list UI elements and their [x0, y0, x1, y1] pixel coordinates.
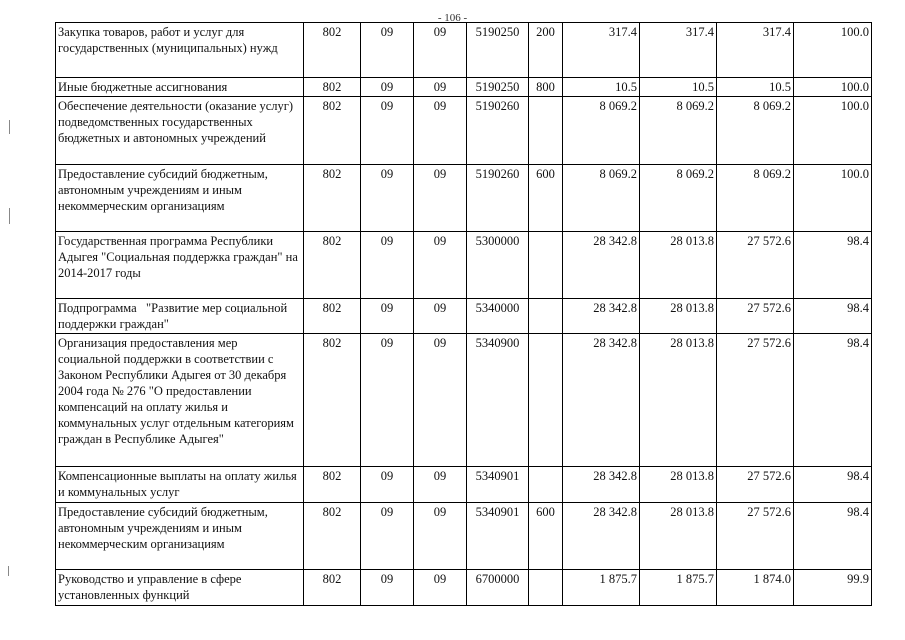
target-code: 5340900: [467, 334, 529, 467]
scan-mark: [9, 120, 10, 134]
ministry-code: 802: [304, 570, 361, 606]
target-code: 5190260: [467, 97, 529, 165]
refined-amount: 28 013.8: [640, 467, 717, 503]
plan-amount: 10.5: [563, 78, 640, 97]
subsection-code: 09: [414, 334, 467, 467]
row-name: Предоставление субсидий бюджетным, автономным учреждениям и иным некоммерческим организациям: [56, 503, 304, 570]
ministry-code: 802: [304, 165, 361, 232]
table-row: [56, 97, 872, 165]
table-row: [56, 467, 872, 503]
executed-amount: 10.5: [717, 78, 794, 97]
plan-amount: 28 342.8: [563, 232, 640, 299]
refined-amount: 10.5: [640, 78, 717, 97]
refined-amount: 1 875.7: [640, 570, 717, 606]
expense-type-code: 600: [529, 503, 563, 570]
executed-amount: 8 069.2: [717, 97, 794, 165]
expense-type-code: [529, 570, 563, 606]
refined-amount: 8 069.2: [640, 97, 717, 165]
target-code: 5340901: [467, 467, 529, 503]
expense-type-code: [529, 97, 563, 165]
executed-amount: 27 572.6: [717, 299, 794, 334]
table-row: [56, 78, 872, 97]
target-code: 5300000: [467, 232, 529, 299]
ministry-code: 802: [304, 23, 361, 78]
row-name: Компенсационные выплаты на оплату жилья и коммунальных услуг: [56, 467, 304, 503]
refined-amount: 28 013.8: [640, 503, 717, 570]
budget-table: [55, 22, 872, 606]
plan-amount: 317.4: [563, 23, 640, 78]
target-code: 5190250: [467, 23, 529, 78]
ministry-code: 802: [304, 232, 361, 299]
ministry-code: 802: [304, 78, 361, 97]
section-code: 09: [361, 97, 414, 165]
percent-executed: 98.4: [794, 503, 872, 570]
expense-type-code: [529, 299, 563, 334]
percent-executed: 100.0: [794, 165, 872, 232]
ministry-code: 802: [304, 97, 361, 165]
ministry-code: 802: [304, 299, 361, 334]
expense-type-code: [529, 467, 563, 503]
budget-table-body: [56, 23, 872, 606]
row-name: Руководство и управление в сфере установленных функций: [56, 570, 304, 606]
section-code: 09: [361, 334, 414, 467]
scan-mark: [8, 566, 9, 576]
plan-amount: 28 342.8: [563, 334, 640, 467]
plan-amount: 28 342.8: [563, 467, 640, 503]
table-row: [56, 334, 872, 467]
subsection-code: 09: [414, 299, 467, 334]
plan-amount: 1 875.7: [563, 570, 640, 606]
subsection-code: 09: [414, 467, 467, 503]
executed-amount: 8 069.2: [717, 165, 794, 232]
plan-amount: 28 342.8: [563, 503, 640, 570]
expense-type-code: 800: [529, 78, 563, 97]
subsection-code: 09: [414, 78, 467, 97]
table-row: [56, 503, 872, 570]
target-code: 5190260: [467, 165, 529, 232]
row-name: Предоставление субсидий бюджетным, автономным учреждениям и иным некоммерческим организациям: [56, 165, 304, 232]
refined-amount: 28 013.8: [640, 334, 717, 467]
executed-amount: 27 572.6: [717, 232, 794, 299]
refined-amount: 28 013.8: [640, 299, 717, 334]
executed-amount: 27 572.6: [717, 467, 794, 503]
percent-executed: 99.9: [794, 570, 872, 606]
row-name: Государственная программа Республики Адыгея "Социальная поддержка граждан" на 2014-2017 годы: [56, 232, 304, 299]
row-name: Организация предоставления мер социальной поддержки в соответствии с Законом Республики Адыгея от 30 декабря 2004 года № 276 "О предоставлении компенсаций на оплату жилья и коммунальных услуг отдельным категориям граждан в Республике Адыгея": [56, 334, 304, 467]
percent-executed: 98.4: [794, 299, 872, 334]
expense-type-code: [529, 334, 563, 467]
executed-amount: 27 572.6: [717, 503, 794, 570]
expense-type-code: 200: [529, 23, 563, 78]
ministry-code: 802: [304, 467, 361, 503]
expense-type-code: 600: [529, 165, 563, 232]
table-row: [56, 165, 872, 232]
executed-amount: 1 874.0: [717, 570, 794, 606]
expense-type-code: [529, 232, 563, 299]
page-number: - 106 -: [437, 12, 468, 24]
percent-executed: 98.4: [794, 334, 872, 467]
target-code: 5190250: [467, 78, 529, 97]
target-code: 6700000: [467, 570, 529, 606]
percent-executed: 100.0: [794, 23, 872, 78]
section-code: 09: [361, 78, 414, 97]
table-row: [56, 570, 872, 606]
row-name: Подпрограмма "Развитие мер социальной поддержки граждан": [56, 299, 304, 334]
section-code: 09: [361, 232, 414, 299]
subsection-code: 09: [414, 23, 467, 78]
section-code: 09: [361, 299, 414, 334]
plan-amount: 28 342.8: [563, 299, 640, 334]
plan-amount: 8 069.2: [563, 97, 640, 165]
executed-amount: 27 572.6: [717, 334, 794, 467]
refined-amount: 8 069.2: [640, 165, 717, 232]
table-row: [56, 299, 872, 334]
row-name: Закупка товаров, работ и услуг для государственных (муниципальных) нужд: [56, 23, 304, 78]
table-row: [56, 23, 872, 78]
subsection-code: 09: [414, 232, 467, 299]
percent-executed: 98.4: [794, 232, 872, 299]
target-code: 5340000: [467, 299, 529, 334]
subsection-code: 09: [414, 97, 467, 165]
row-name: Обеспечение деятельности (оказание услуг) подведомственных государственных бюджетных и автономных учреждений: [56, 97, 304, 165]
section-code: 09: [361, 467, 414, 503]
section-code: 09: [361, 165, 414, 232]
section-code: 09: [361, 503, 414, 570]
target-code: 5340901: [467, 503, 529, 570]
refined-amount: 317.4: [640, 23, 717, 78]
refined-amount: 28 013.8: [640, 232, 717, 299]
ministry-code: 802: [304, 503, 361, 570]
executed-amount: 317.4: [717, 23, 794, 78]
row-name: Иные бюджетные ассигнования: [56, 78, 304, 97]
section-code: 09: [361, 23, 414, 78]
percent-executed: 100.0: [794, 78, 872, 97]
subsection-code: 09: [414, 165, 467, 232]
ministry-code: 802: [304, 334, 361, 467]
scan-mark: [9, 208, 10, 224]
subsection-code: 09: [414, 503, 467, 570]
section-code: 09: [361, 570, 414, 606]
table-row: [56, 232, 872, 299]
plan-amount: 8 069.2: [563, 165, 640, 232]
subsection-code: 09: [414, 570, 467, 606]
percent-executed: 98.4: [794, 467, 872, 503]
percent-executed: 100.0: [794, 97, 872, 165]
